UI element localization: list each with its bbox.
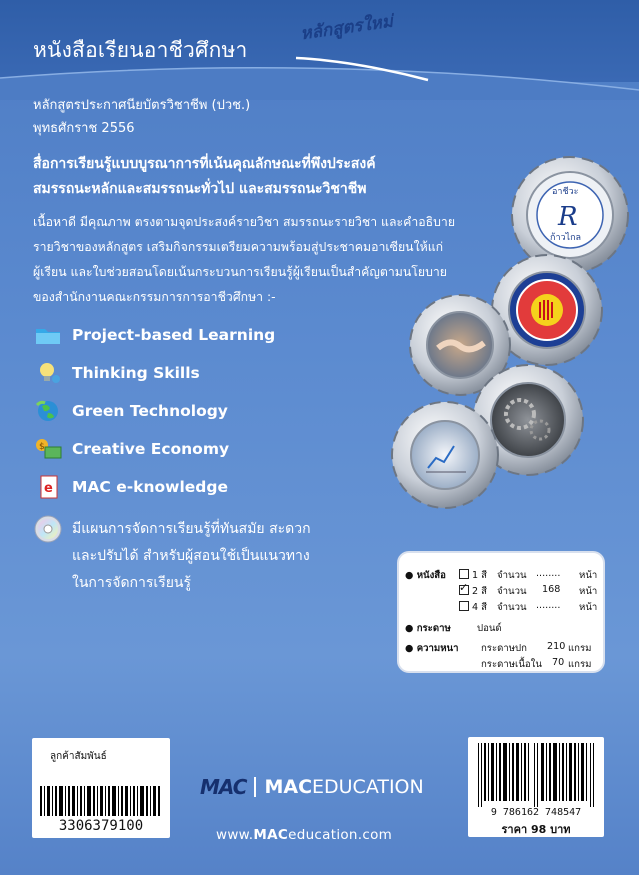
publisher-name-bold: MAC	[264, 776, 313, 798]
color-unit: หน้า	[579, 602, 598, 613]
color-unit: หน้า	[579, 570, 598, 581]
print-specs-box	[397, 551, 605, 673]
badge-top-text: อาชีวะ	[552, 187, 579, 197]
note-line: มีแผนการจัดการเรียนรู้ที่ทันสมัย สะดวก	[72, 521, 311, 537]
thickness-value: 70	[552, 657, 565, 668]
customer-code: 3306379100	[58, 818, 144, 834]
highlight-line: สมรรถนะหลักและสมรรถนะทั่วไป และสมรรถนะวิชาชีพ	[33, 181, 367, 197]
customer-barcode	[40, 786, 162, 816]
checked-checkbox-icon	[459, 585, 469, 595]
feature-label: Project-based Learning	[72, 326, 276, 344]
color-option-row: 1 สี	[459, 568, 487, 583]
description-line: ผู้เรียน และใบช่วยสอนโดยเน้นกระบวนการเรียนรู้ผู้เรียนเป็นสำคัญตามนโยบาย	[33, 265, 448, 279]
isbn-number: 9 786162 748547	[490, 807, 582, 818]
badge-letter: R	[558, 202, 578, 232]
course-year: พุทธศักราช 2556	[33, 121, 135, 136]
note-line: และปรับได้ สำหรับผู้สอนใช้เป็นแนวทาง	[72, 548, 310, 564]
publisher-name-rest: EDUCATION	[312, 776, 424, 798]
color-option-row: 4 สี	[459, 600, 487, 615]
chart-gear	[392, 402, 498, 508]
thickness-part: กระดาษเนื้อใน	[481, 659, 542, 670]
isbn-barcode	[478, 743, 596, 807]
color-qty-label: จำนวน	[497, 570, 527, 581]
color-option-row: ✓2 สี	[459, 584, 487, 599]
note-line: ในการจัดการเรียนรู้	[72, 575, 192, 591]
color-qty-label: จำนวน	[497, 602, 527, 613]
color-unit: หน้า	[579, 586, 598, 597]
course-level: หลักสูตรประกาศนียบัตรวิชาชีพ (ปวช.)	[33, 98, 251, 113]
publisher-logo	[200, 775, 424, 799]
thickness-unit: แกรม	[568, 659, 592, 670]
feature-label: Creative Economy	[72, 440, 230, 458]
highlight-line: สื่อการเรียนรู้แบบบูรณาการที่เน้นคุณลักษณะที่พึงประสงค์	[33, 156, 376, 172]
badge-bottom-text: ก้าวไกล	[550, 233, 582, 243]
spec-book-label: ● หนังสือ	[405, 570, 446, 581]
book-series-title: หนังสือเรียนอาชีวศึกษา	[33, 38, 248, 62]
spec-paper-label: ● กระดาษ	[405, 623, 451, 634]
new-curriculum-badge: หลักสูตรใหม่	[299, 11, 395, 45]
color-qty-label: จำนวน	[497, 586, 527, 597]
feature-label: Green Technology	[72, 402, 228, 420]
thickness-part: กระดาษปก	[481, 643, 527, 654]
spec-paper-value: ปอนด์	[477, 623, 502, 634]
feature-label: MAC e-knowledge	[72, 478, 228, 496]
description-line: ของสำนักงานคณะกรรมการการอาชีวศึกษา :-	[33, 290, 276, 304]
feature-label: Thinking Skills	[72, 364, 200, 382]
customer-barcode-box	[32, 738, 170, 838]
description-line: เนื้อหาดี มีคุณภาพ ตรงตามจุดประสงค์รายวิชา สมรรถนะรายวิชา และคำอธิบาย	[33, 215, 456, 229]
color-qty: 168	[542, 584, 561, 595]
spec-thickness-label: ● ความหนา	[405, 643, 459, 654]
price: ราคา 98 บาท	[501, 823, 571, 836]
customer-label: ลูกค้าสัมพันธ์	[50, 751, 107, 762]
checkbox-icon	[459, 601, 469, 611]
thickness-value: 210	[547, 641, 566, 652]
color-qty: ........	[536, 600, 561, 611]
logo-divider	[254, 777, 256, 797]
thickness-unit: แกรม	[568, 643, 592, 654]
description-line: รายวิชาของหลักสูตร เสริมกิจกรรมเตรียมความพร้อมสู่ประชาคมอาเซียนให้แก่	[33, 240, 444, 254]
isbn-barcode-box	[468, 737, 604, 837]
publisher-logo-mark: MAC	[200, 775, 247, 799]
publisher-website: www.MACeducation.com	[216, 827, 393, 843]
svg-text:$: $	[39, 442, 45, 452]
checkbox-icon	[459, 569, 469, 579]
svg-text:e: e	[44, 481, 53, 496]
color-qty: ........	[536, 568, 561, 579]
